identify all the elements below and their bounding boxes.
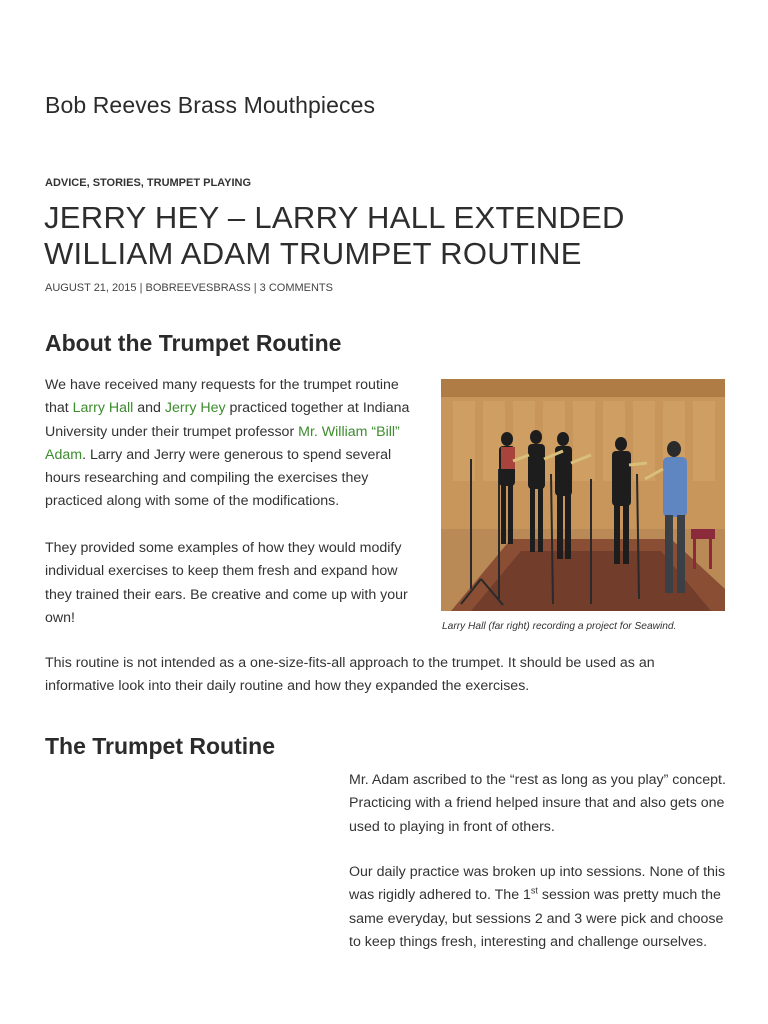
image-caption: Larry Hall (far right) recording a project for Seawind. (442, 621, 677, 632)
post-date[interactable]: AUGUST 21, 2015 (45, 282, 137, 294)
category-link[interactable]: STORIES (92, 177, 141, 189)
comments-link[interactable]: 3 COMMENTS (259, 282, 333, 294)
about-paragraph-1: We have received many requests for the trumpet routine that Larry Hall and Jerry Hey practiced together at Indiana University under their trumpet professor Mr. William “Bill” Adam. Larry and Jerry were generous to spend several hours researching and compiling the exercises they practiced along with some of the modifications. (45, 377, 410, 510)
category-link[interactable]: ADVICE (45, 177, 87, 189)
post-author[interactable]: BOBREEVESBRASS (145, 282, 251, 294)
category-separator: , (140, 177, 147, 189)
ordinal-suffix: st (530, 885, 538, 896)
category-separator: , (86, 177, 93, 189)
meta-separator: | (250, 282, 260, 294)
post-meta (45, 282, 333, 294)
about-paragraph-2: They provided some examples of how they would modify individual exercises to keep them fresh and expand how they trained their ears. Be creative and come up with your own! (45, 540, 408, 626)
about-paragraph-3: This routine is not intended as a one-size-fits-all approach to the trumpet. It should be used as an informative look into their daily routine and how they expanded the exercises. (45, 655, 655, 695)
post-title: JERRY HEY – LARRY HALL EXTENDED WILLIAM ADAM TRUMPET ROUTINE (44, 200, 625, 271)
category-link[interactable]: TRUMPET PLAYING (146, 177, 252, 189)
meta-separator: | (136, 282, 146, 294)
recording-session-photo (441, 379, 725, 611)
section-heading-routine: The Trumpet Routine (45, 733, 275, 759)
section-heading-about: About the Trumpet Routine (45, 330, 342, 356)
post-categories (45, 177, 251, 189)
site-title[interactable]: Bob Reeves Brass Mouthpieces (45, 92, 376, 118)
larry-hall-link[interactable]: Larry Hall (72, 400, 134, 417)
routine-paragraph-2: Our daily practice was broken up into sessions. None of this was rigidly adhered to. The 1st session was pretty much the same everyday, but sessions 2 and 3 were pick and choose to keep things fresh, interesting and challenge ourselves. (349, 864, 726, 950)
routine-paragraph-1: Mr. Adam ascribed to the “rest as long as you play” concept. Practicing with a friend helped insure that and also gets one used to playing in front of others. (349, 772, 726, 835)
william-adam-link[interactable]: Mr. William “Bill” Adam (45, 423, 400, 463)
jerry-hey-link[interactable]: Jerry Hey (164, 400, 226, 417)
